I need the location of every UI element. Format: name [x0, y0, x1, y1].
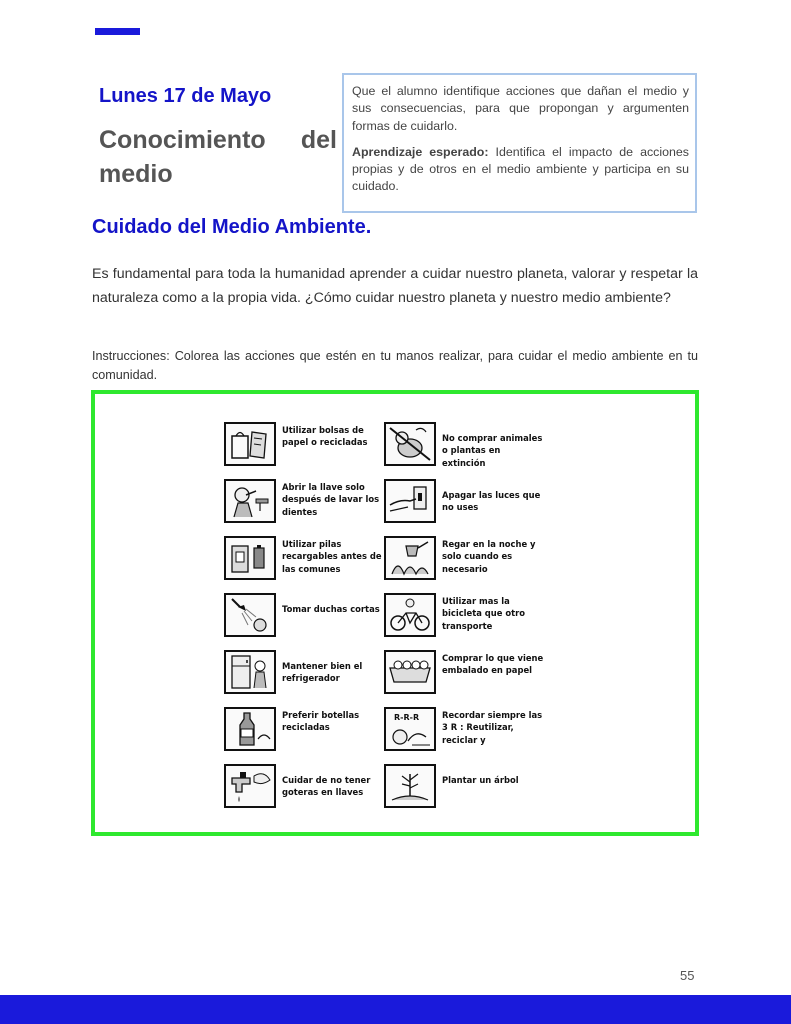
lesson-date: Lunes 17 de Mayo: [99, 85, 272, 107]
expected-learning-label: Aprendizaje esperado:: [352, 144, 489, 159]
bicycle-icon: [384, 593, 436, 637]
paper-bag-icon: [224, 422, 276, 466]
watering-can-icon: [384, 536, 436, 580]
footer-bar: [0, 995, 791, 1024]
action-item: [224, 422, 384, 470]
egg-carton-icon: [384, 650, 436, 694]
action-item: [224, 479, 384, 527]
action-item: [384, 593, 554, 641]
refrigerator-icon: [224, 650, 276, 694]
action-label: Regar en la noche y solo cuando es necesario: [442, 539, 536, 574]
action-item: [384, 650, 554, 698]
action-item: [224, 593, 384, 641]
action-label: Mantener bien el refrigerador: [282, 661, 363, 684]
top-accent-bar: [95, 28, 140, 35]
actions-grid: [224, 422, 554, 812]
shower-icon: [224, 593, 276, 637]
action-item: [384, 536, 554, 584]
action-item: [384, 707, 554, 755]
section-title: Cuidado del Medio Ambiente.: [92, 216, 372, 238]
activity-frame: [91, 390, 699, 836]
action-label: Tomar duchas cortas: [282, 604, 380, 614]
subject-title-line1: Conocimiento del: [99, 126, 337, 154]
intro-paragraph: Es fundamental para toda la humanidad aprender a cuidar nuestro planeta, valorar y respetar la naturaleza como a la propia vida. ¿Cómo cuidar nuestro planeta y nuestro medio ambiente?: [92, 266, 698, 306]
action-label: Cuidar de no tener goteras en llaves: [282, 775, 371, 798]
action-label: Recordar siempre las 3 R : Reutilizar, reciclar y: [442, 710, 543, 745]
battery-icon: [224, 536, 276, 580]
action-label: Utilizar mas la bicicleta que otro transporte: [442, 596, 525, 631]
light-switch-icon: [384, 479, 436, 523]
action-label: Abrir la llave solo después de lavar los dientes: [282, 482, 380, 517]
action-label: Apagar las luces que no uses: [442, 490, 541, 513]
learning-objective-box: [342, 73, 697, 213]
action-item: [384, 479, 554, 527]
action-label: Comprar lo que viene embalado en papel: [442, 653, 544, 676]
expected-learning: [352, 144, 689, 196]
action-item: [384, 422, 554, 470]
instructions-paragraph: Instrucciones: Colorea las acciones que estén en tu manos realizar, para cuidar el medio ambiente en tu comunidad.: [92, 349, 698, 382]
action-label: Utilizar bolsas de papel o recicladas: [282, 425, 368, 448]
action-label: Plantar un árbol: [442, 775, 519, 785]
tree-icon: [384, 764, 436, 808]
expected-learning-text: Identifica el impacto de acciones propias y de otros en el medio ambiente y participa en su cuidado.: [352, 144, 689, 194]
faucet-icon: [224, 764, 276, 808]
page-number: 55: [680, 968, 695, 983]
action-item: [224, 650, 384, 698]
action-label: No comprar animales o plantas en extinción: [442, 433, 543, 468]
bottle-icon: [224, 707, 276, 751]
recycle-icon-text: R-R-R: [394, 713, 420, 722]
tooth-brushing-icon: [224, 479, 276, 523]
action-item: [224, 764, 384, 812]
recycle-icon: [384, 707, 436, 751]
action-item: [224, 536, 384, 584]
subject-title-line2: medio: [99, 160, 173, 188]
animal-icon: [384, 422, 436, 466]
action-item: [224, 707, 384, 755]
action-item: [384, 764, 554, 812]
action-label: Preferir botellas recicladas: [282, 710, 360, 733]
subject-title: [99, 123, 337, 191]
action-label: Utilizar pilas recargables antes de las comunes: [282, 539, 382, 574]
objective-purpose: Que el alumno identifique acciones que dañan el medio y sus consecuencias, para que propongan y argumenten formas de cuidarlo.: [352, 84, 689, 133]
